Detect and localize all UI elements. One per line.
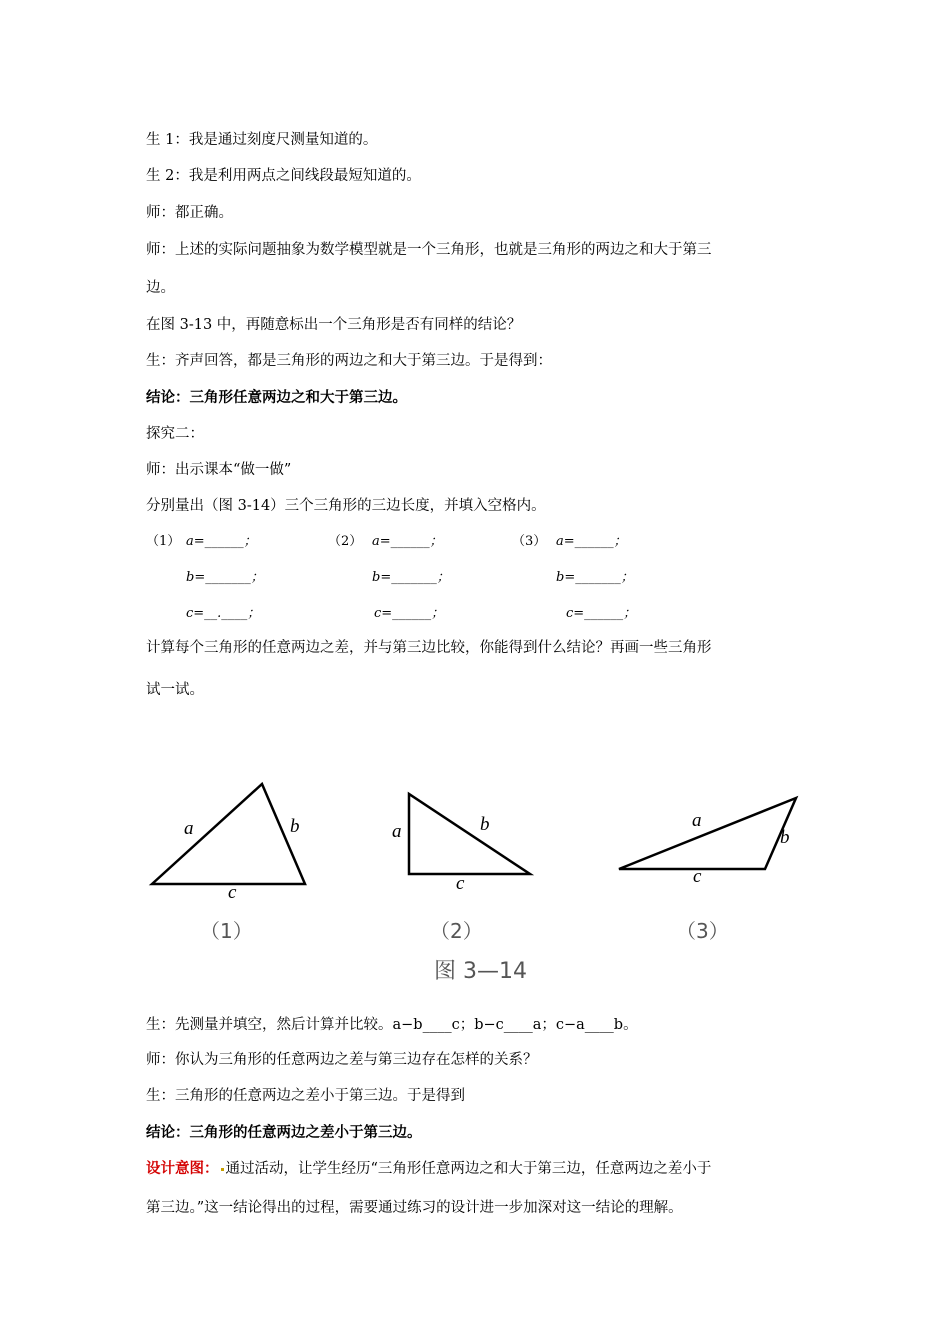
group-1-c: c=__.____； <box>186 606 261 621</box>
design-intent-text: 通过活动，让学生经历“三角形任意两边之和大于第三边，任意两边之差小于 <box>225 1161 712 1177</box>
triangle-1 <box>152 784 305 884</box>
text-line-14: 生：先测量并填空，然后计算并比较。a−b____c；b−c____a；c−a____b。 <box>146 1017 638 1033</box>
text-line-3: 师：都正确。 <box>146 205 233 221</box>
triangle-1-label-a: a <box>184 818 194 839</box>
conclusion-1: 结论：三角形任意两边之和大于第三边。 <box>146 390 407 406</box>
text-line-7: 生：齐声回答，都是三角形的两边之和大于第三边。于是得到： <box>146 353 552 369</box>
design-intent <box>146 1157 711 1178</box>
group-2-b: b=_______； <box>372 570 450 585</box>
triangle-figure <box>140 770 820 990</box>
triangle-1-label-c: c <box>228 882 237 903</box>
design-intent-label: 设计意图： <box>146 1161 219 1177</box>
marker-dot <box>221 1168 224 1171</box>
triangle-3-caption: （3） <box>676 919 729 943</box>
group-2-c: c=______； <box>374 606 445 621</box>
text-line-6: 在图 3-13 中，再随意标出一个三角形是否有同样的结论？ <box>146 317 522 333</box>
group-1-a: a=______； <box>186 534 257 549</box>
group-3-a: a=______； <box>556 534 627 549</box>
triangle-2 <box>409 794 530 874</box>
text-line-13: 试一试。 <box>146 682 204 698</box>
group-1-b: b=_______； <box>186 570 264 585</box>
triangle-1-caption: （1） <box>200 919 253 943</box>
group-3-number: （3） <box>512 534 547 549</box>
text-line-11: 分别量出（图 3-14）三个三角形的三边长度，并填入空格内。 <box>146 498 546 514</box>
text-line-12: 计算每个三角形的任意两边之差，并与第三边比较，你能得到什么结论？再画一些三角形 <box>146 640 712 656</box>
text-line-16: 生：三角形的任意两边之差小于第三边。于是得到 <box>146 1088 465 1104</box>
triangle-3 <box>619 798 796 869</box>
group-2-a: a=______； <box>372 534 443 549</box>
text-line-4: 师：上述的实际问题抽象为数学模型就是一个三角形，也就是三角形的两边之和大于第三 <box>146 242 712 258</box>
triangle-2-label-a: a <box>392 821 402 842</box>
group-1-number: （1） <box>146 534 181 549</box>
text-line-1: 生 1：我是通过刻度尺测量知道的。 <box>146 132 378 148</box>
triangle-2-caption: （2） <box>430 919 483 943</box>
group-2-number: （2） <box>328 534 363 549</box>
triangle-3-label-c: c <box>693 866 702 887</box>
group-3-b: b=_______； <box>556 570 634 585</box>
text-line-19: 第三边。”这一结论得出的过程，需要通过练习的设计进一步加深对这一结论的理解。 <box>146 1200 683 1216</box>
triangle-1-label-b: b <box>290 816 300 837</box>
text-line-5: 边。 <box>146 280 175 296</box>
text-line-15: 师：你认为三角形的任意两边之差与第三边存在怎样的关系？ <box>146 1052 538 1068</box>
figure-caption: 图 3—14 <box>434 959 527 984</box>
triangle-2-label-c: c <box>456 873 465 894</box>
triangle-3-label-b: b <box>780 827 790 848</box>
triangle-2-label-b: b <box>480 814 490 835</box>
conclusion-2: 结论：三角形的任意两边之差小于第三边。 <box>146 1125 422 1141</box>
triangle-3-label-a: a <box>692 810 702 831</box>
group-3-c: c=______； <box>566 606 637 621</box>
text-line-2: 生 2：我是利用两点之间线段最短知道的。 <box>146 168 421 184</box>
text-line-10: 师：出示课本“做一做” <box>146 462 292 478</box>
section-heading: 探究二： <box>146 426 204 442</box>
triangles-svg <box>140 770 820 990</box>
